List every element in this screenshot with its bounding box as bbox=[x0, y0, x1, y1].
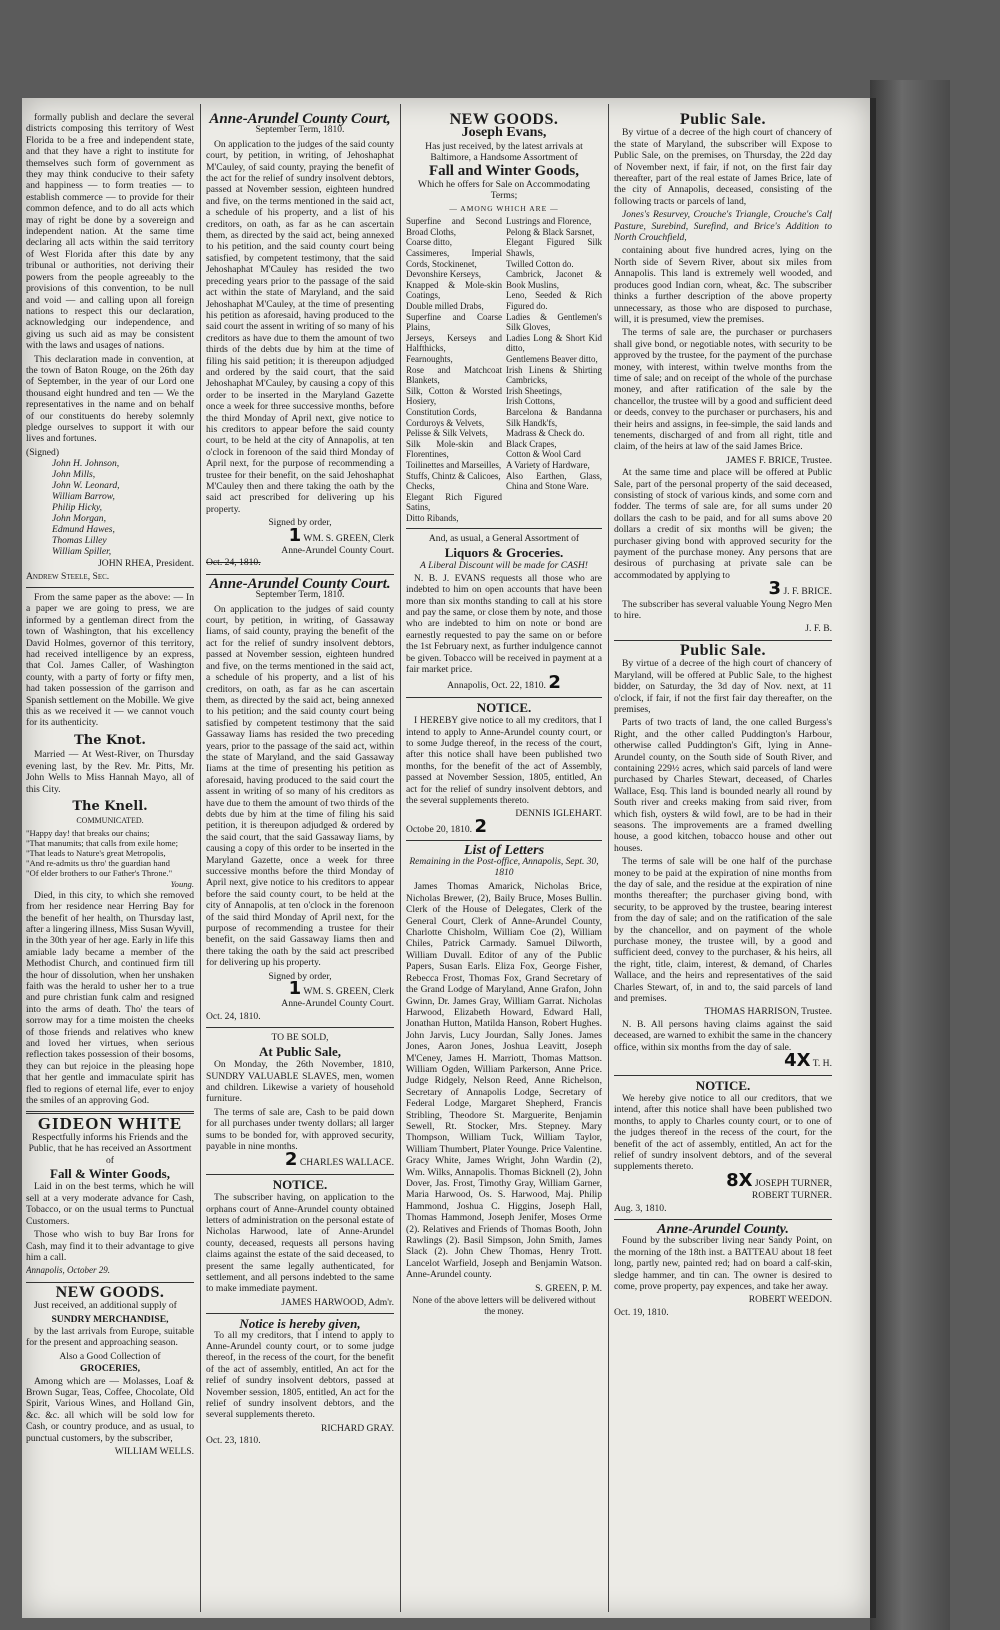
clerk-sig-2 bbox=[206, 978, 394, 1000]
divider bbox=[206, 1313, 394, 1314]
column-3 bbox=[406, 112, 602, 1608]
sale-sig-name: CHARLES WALLACE. bbox=[299, 1157, 394, 1169]
court-term: September Term, 1810. bbox=[255, 125, 345, 136]
public-sale-heading-2: Public Sale. bbox=[679, 641, 766, 659]
ink-mark: 2 bbox=[474, 815, 488, 837]
clerk-name: WM. S. GREEN, Clerk bbox=[303, 986, 394, 998]
goods-item: Rose and Matchcoat Blankets, bbox=[406, 364, 502, 386]
goods-item: Elegant Rich Figured Satins, bbox=[406, 491, 502, 513]
ink-mark: 3 bbox=[768, 578, 782, 600]
goods-item: Coarse ditto, bbox=[406, 237, 452, 248]
goods-item: Cambrick, Jaconet & Book Muslins, bbox=[506, 269, 602, 290]
wells-intro: Just received, an additional supply of bbox=[34, 1300, 177, 1312]
new-goods-heading: NEW GOODS. bbox=[55, 1283, 165, 1301]
clerk-sig bbox=[206, 524, 394, 546]
signer: John Mills, bbox=[52, 469, 96, 481]
poem-line: "Of elder brothers to our Father's Throne." bbox=[26, 867, 173, 878]
column-rule bbox=[400, 104, 401, 1612]
signer: William Barrow, bbox=[52, 491, 115, 503]
letters-note: None of the above letters will be delivered without the money. bbox=[412, 1295, 596, 1317]
goods-item: Twilled Cotton do. bbox=[506, 258, 574, 269]
evans-date bbox=[406, 672, 602, 694]
goods-item: Cassimeres, Imperial Cords, Stockinenet, bbox=[406, 248, 502, 269]
gideon-text: Laid in on the best terms, which he will sell at a very moderate advance for Cash, Tobacco, or on the usual terms to Punctual Customers. bbox=[26, 1181, 194, 1227]
brice-sig-name: J. F. BRICE. bbox=[783, 586, 832, 598]
news-item: From the same paper as the above: — In a paper we are going to press, we are informed by a gentleman direct from the town of Washington, that his excellency David Holmes, governor of this territory, had received intelligence by an express, that Col. James Caller, of Washington county, with a party of forty or fifty men, had taken possession of the garrison and Spanish settlement on the Mobille. We give this as we received it — we cannot vouch for its authenticity. bbox=[26, 592, 194, 729]
goods-item: Lustrings and Florence, bbox=[506, 216, 592, 227]
marriage-notice: Married — At West-River, on Thursday evening last, by the Rev. Mr. Pitts, Mr. John Wells to Miss Hannah Mayo, all of this City. bbox=[26, 749, 194, 795]
evans-intro-2: Which he offers for Sale on Accommodating Terms; bbox=[418, 179, 590, 202]
ink-mark: 8X bbox=[726, 1169, 753, 1191]
column-2 bbox=[206, 112, 394, 1608]
notice-heading: NOTICE. bbox=[272, 1176, 328, 1192]
gray-date: Oct. 23, 1810. bbox=[206, 1435, 261, 1447]
evans-nb: N. B. J. EVANS requests all those who are indebted to him on open accounts that have been more than six months standing to call at his store and pay the same, or close them by note, and those who are indebted to him on note or bond are earnestly requested to pay the same on or before the 1st February next, as further indulgence cannot be given. Tobacco will be received in payment at a fair market price. bbox=[406, 572, 602, 675]
sale-terms: The terms of sale are, the purchaser or purchasers shall give bond, or negotiable notes, with security to be approved by the trustee, for the payment of the purchase money, with interest, within twelve months from the time of sale; and on receipt of the whole of the purchase money, and after ratification of the sale by the chancellor, the trustee will by a good and sufficient deed or deeds, convey to the purchaser or purchasers, his and their heirs and assigns, in fee-simple, the said lands and tenements, discharged of and from all right, title and claim, of the heirs at law of the said James Brice. bbox=[614, 327, 832, 453]
gideon-goods: Fall & Winter Goods, bbox=[50, 1166, 170, 1182]
declaration-text: formally publish and declare the several districts composing this territory of West Florida to be a free and independent state, and that they have a right to institute for themselves such form of government as they may think conducive to their safety and happiness — to form treaties — to establish commerce — to provide for their common defence, and to do all acts which may of right be done by a sovereign and independent nation. At the same time declaring all acts within the said territory of West Florida after this date by any tribunal or authorities, not deriving their powers from the people agreeably to the provisions of this convention, to be null and void — and calling upon all foreign nations to respect this our declaration, acknowledging our independence, and giving us such aid as may be consistent with the laws and usages of nations. bbox=[26, 112, 194, 352]
hire-note: The subscriber has several valuable Young Negro Men to hire. bbox=[614, 598, 832, 622]
notice-date-text: Octobe 20, 1810. bbox=[406, 823, 473, 835]
goods-item: Also Earthen, Glass, China and Stone Ware. bbox=[506, 470, 602, 492]
declaration-text-2: This declaration made in convention, at the town of Baton Rouge, on the 26th day of September, in the year of our Lord one thousand eight hundred and ten — We the representatives in the name and on behalf of our constituents do hereby solemnly pledge ourselves to support it with our lives and fortunes. bbox=[26, 353, 194, 445]
merch-heading: SUNDRY MERCHANDISE, bbox=[51, 1313, 169, 1325]
obituary: Died, in this city, to which she removed from her residence near Herring Bay for the benefit of her health, on Thursday last, after a lingering illness, Miss Susan Wyvill, in the 30th year of her age. Early in life this amiable lady became a member of the Methodist Church, and continued firm till the hour of dissolution, when her unshaken faith was the herald to usher her to a true and pure christian funk calm and resigned into the arms of death. Tho' the tears of sorrow may for a time moisten the cheeks of those friends and relatives who knew and loved her virtues, when serious reflection takes possession of their bosoms, they can but rejoice in the pleasing hope that her gentle and immaculate spirit has fled to regions of eternal life, ever to enjoy the smiles of an approving God. bbox=[26, 889, 194, 1107]
sale-terms: The terms of sale are, Cash to be paid down for all purchases under twenty dollars; all larger sums to be bonded for, with approved security, payable in nine months. bbox=[206, 1106, 394, 1152]
signer: Thomas Lilley bbox=[52, 535, 107, 547]
goods-item: Elegant Figured Silk Shawls, bbox=[506, 237, 602, 259]
goods-item: Corduroys & Velvets, bbox=[406, 417, 485, 428]
harrison-sig: THOMAS HARRISON, Trustee. bbox=[704, 1006, 832, 1018]
gideon-date: Annapolis, October 29. bbox=[26, 1265, 110, 1276]
goods-item: A Variety of Hardware, bbox=[506, 459, 590, 470]
goods-item: Madrass & Check do. bbox=[506, 428, 585, 439]
goods-list-right bbox=[506, 216, 602, 523]
harwood-sig: JAMES HARWOOD, Adm'r. bbox=[281, 1296, 394, 1308]
divider bbox=[406, 697, 602, 698]
sale-text-2: containing about five hundred acres, lying on the North side of Severn River, about six miles from Annapolis. This land is extremely well wooded, and produces good Indian corn, wheat, &c. The subscriber thinks a further description of the above property unnecessary, as those who are disposed to purchase, will, it is presumed, view the premises. bbox=[614, 245, 832, 325]
discount-note: A Liberal Discount will be made for CASH! bbox=[420, 560, 588, 572]
gideon-intro: Respectfully informs his Friends and the Public, that he has received an Assortment of bbox=[28, 1131, 192, 1166]
initials-text: T. H. bbox=[812, 1058, 832, 1070]
goods-item: Toilinettes and Marseilles, bbox=[406, 459, 502, 470]
divider bbox=[614, 1075, 832, 1076]
public-sale-heading: Public Sale. bbox=[679, 112, 766, 128]
goods-item: Irish Cottons, bbox=[506, 396, 556, 407]
goods-item: Cotton & Wool Card bbox=[506, 449, 581, 460]
clerk-court: Anne-Arundel County Court. bbox=[281, 545, 394, 557]
goods-item: Barcelona & Bandanna Silk Handk'fs, bbox=[506, 406, 602, 428]
goods-list-left bbox=[406, 216, 502, 523]
divider bbox=[206, 1174, 394, 1175]
turner-date: Aug. 3, 1810. bbox=[614, 1202, 667, 1214]
sale-pre-heading: TO BE SOLD, bbox=[271, 1032, 329, 1044]
poem-author: Young. bbox=[170, 878, 194, 889]
letters-heading: List of Letters bbox=[463, 843, 545, 859]
goods-item: Ladies Long & Short Kid ditto, bbox=[506, 332, 602, 354]
goods-item: Silk Mole-skin and Florentines, bbox=[406, 438, 502, 460]
goods-item: Double milled Drabs, bbox=[406, 301, 484, 311]
column-rule bbox=[608, 104, 609, 1612]
clerk-name: WM. S. GREEN, Clerk bbox=[303, 532, 394, 544]
divider bbox=[406, 840, 602, 841]
brice-initials: J. F. B. bbox=[805, 623, 832, 635]
fall-winter-goods: Fall and Winter Goods, bbox=[428, 162, 580, 179]
signer: Edmund Hawes, bbox=[52, 524, 115, 536]
notice-text-2: To all my creditors, that I intend to apply to Anne-Arundel county court, or to some judge thereof, in the recess of the court, for the benefit of the act of assembly, entitled, An act for the relief of sundry insolvent debtors, passed at November session, 1805, entitled, An act for the relief of sundry insolvent debtors, and the several supplements thereto. bbox=[206, 1329, 394, 1421]
weedon-date: Oct. 19, 1810. bbox=[614, 1306, 669, 1318]
groceries-heading: GROCERIES, bbox=[80, 1363, 140, 1375]
iglehart-sig: DENNIS IGLEHART. bbox=[515, 808, 602, 820]
postmaster-sig: S. GREEN, P. M. bbox=[535, 1282, 602, 1294]
page-binding-edge bbox=[870, 80, 950, 1630]
knell-heading: The Knell. bbox=[72, 798, 148, 814]
turner-sig bbox=[614, 1169, 832, 1191]
secretary-sig: Andrew Steele, Sec. bbox=[26, 570, 110, 582]
goods-item: Ladies & Gentlemen's Silk Gloves, bbox=[506, 311, 602, 333]
merchant-name: Joseph Evans, bbox=[461, 125, 547, 141]
goods-item: Irish Linens & Shirting Cambricks, bbox=[506, 364, 602, 386]
signer: William Spiller, bbox=[52, 546, 112, 558]
liquors-heading: Liquors & Groceries. bbox=[444, 544, 564, 560]
evans-intro: Has just received, by the latest arrivals at Baltimore, a Handsome Assortment of bbox=[425, 140, 583, 164]
goods-item: Constitution Cords, bbox=[406, 406, 477, 417]
divider bbox=[206, 574, 394, 575]
ink-mark: 1 bbox=[288, 524, 302, 546]
turner-sig-1: JOSEPH TURNER, bbox=[754, 1177, 832, 1189]
gideon-text-2: Those who wish to buy Bar Irons for Cash, may find it to their advantage to give him a call. bbox=[26, 1229, 194, 1263]
divider bbox=[26, 587, 194, 588]
sale2-terms: The terms of sale will be one half of the purchase money to be paid at the expiration of nine months from the day of sale, and the residue at the expiration of nine months thereafter; the purchaser giving bond, with security, to be approved by the trustee, bearing interest from the day of sale; and on the ratification of the sale by the chancellor, and on payment of the whole purchase money, the trustee will, by a good and sufficient deed, convey to the purchaser, & his heirs, all the right, title, claim, interest, & demand, of Charles Wallace, and the heirs and representatives of the said Charles Stewart, of, in and to, the said parcels of land and premises. bbox=[614, 856, 832, 1005]
claims-note: N. B. All persons having claims against the said deceased, are warned to exhibit the same in the chancery office, within six months from the day of sale. bbox=[614, 1018, 832, 1053]
evans-date-text: Annapolis, Oct. 22, 1810. bbox=[447, 680, 546, 692]
goods-item: Stuffs, Chintz & Calicoes, bbox=[406, 470, 501, 481]
signers-list bbox=[26, 458, 194, 557]
goods-list bbox=[406, 216, 602, 523]
brice-sig: JAMES F. BRICE, Trustee. bbox=[726, 454, 832, 466]
divider bbox=[26, 1282, 194, 1283]
court-text-2: On application to the judges of said county court, by petition, in writing, of Gassaway Iiams, of said county, praying the benefit of the act for the relief of sundry insolvent debtors, passed at November session, eighteen hundred and five, on the terms mentioned in the said act, a schedule of his property, and a list of his creditors, on oath, as far as he can ascertain them, as directed by the said act, being annexed to his petition; and the said county court being satisfied by competent testimony that the said Gassaway Iiams has resided the two preceding years, prior to the passage of the said act, within the state of Maryland, and the said Gassaway Iiams at the time of presenting his petition as aforesaid, having produced to the said court the assent in writing of so many of his creditors as have due to them the amount of two thirds of the debts due by him at the time of filing his said petition, it is thereupon adjudged & ordered by the said court, that the said Gassaway Iiams, by causing a copy of this order to be inserted in the Maryland Gazette, once a week for three successive months before the third Monday of April next, give notice to his creditors to appear before the said county court, to be held at the city of Annapolis, at ten o'clock in the forenoon of the said third Monday of April next, for the purpose of recommending a trustee for their benefit, on the said Gassaway Iiams then and there taking the oath by the said act prescribed for delivering up his property. bbox=[206, 603, 394, 969]
sale-text: On Monday, the 26th November, 1810, SUNDRY VALUABLE SLAVES, men, women and children. Likewise a variety of household furniture. bbox=[206, 1059, 394, 1105]
court-date-2: Oct. 24, 1810. bbox=[206, 1010, 261, 1022]
goods-item: Black Crapes, bbox=[506, 438, 557, 449]
goods-item: Pelong & Black Sarsnet, bbox=[506, 226, 595, 237]
goods-item: Silk, Cotton & Worsted Hosiery, bbox=[406, 385, 502, 407]
wells-text-2: Among which are — Molasses, Loaf & Brown Sugar, Teas, Coffee, Chocolate, Old Spirit, Various Wines, and Holland Gin, &c. &c. all which will be sold low for Cash, or country produce, and as usual, to punctual customers, by the subscriber, bbox=[26, 1375, 194, 1444]
goods-item: Devonshire Kerseys, bbox=[406, 269, 481, 280]
goods-item: Knapped & Mole-skin Coatings, bbox=[406, 279, 502, 301]
poem-line: "Happy day! that breaks our chains; bbox=[26, 827, 150, 838]
wallace-sig bbox=[206, 1149, 394, 1171]
letters-list: James Thomas Amarick, Nicholas Brice, Nicholas Brewer, (2), Baily Bruce, Moses Bullin. Clerk of the House of Delegates, Clerk of the General Court, Clerk of Anne-Arundel County, Charlotte Chisholm, William Coe (2), William Chiles, Patrick Carmady. Samuel Dilworth, William Duvall. Editor of any of the Public Papers, Susan Earls. Eliza Fox, George Fisher, Rebecca Frost, Thomas Fox, Grand Secretary of the Grand Lodge of Maryland, Anne Grafon, John Gwinn, Dr. James Gray, William Garrat. Nicholas Harwood, Elizabeth Howard, Edward Hall, Jonathan Hutton, Matilda Hanson, Robert Hughes. John Jarvis, Lucy Jourdan, Sally Jones. James Jones, Aaron Jones, Joshua Leavitt, Joseph M'Ceney, James H. Marriott, Thomas Mattson. William Ogden, William Parkerson, Anne Price. Judge Ridgely, Nelson Reed, Anne Richelson, Secretary of Annapolis Lodge, Secretary of Federal Lodge, Margaret Shepherd, Francis Stribling, Theodore St. Marguerite, Benjamin Sewell, Rt. Stocker, Mrs. Stepney. Mary Thompson, William Tuck, William Taylor, William Thumbert, Plater Younge. Price Valentine. Gracy White, James Wright, John Wardin (2), Wm. Wilks, Annapolis. Thomas Bicknell (2), John Dover, Jas. Frost, Timothy Gray, William Garner, Maria Harwood, Os. S. Harwood, Maj. Philip Hammond, Joshua C. Higgins, Joseph Hall, Thomas Hammond, Joseph Jenifer, Moses Orme (2). Relatives and Friends of Thomas Booth, John Rawlings (2). Basil Simpson, John Smith, James Slack (2). John Chew Thomas, Henry Trott. Lancelot Warfield, Joseph and Benjamin Watson. Anne-Arundel county. bbox=[406, 881, 602, 1281]
poem-line: "That manumits; that calls from exile home; bbox=[26, 837, 178, 848]
signer: John Morgan, bbox=[52, 513, 107, 525]
clerk-court-2: Anne-Arundel County Court. bbox=[281, 998, 394, 1010]
notice-heading: NOTICE. bbox=[695, 1077, 751, 1093]
notice-text: I HEREBY give notice to all my creditors, that I intend to apply to Anne-Arundel county court, or to some Judge thereof, in the recess of the court, after this notice shall have been published two months, for the benefit of the act of Assembly, passed at November Session, 1805, entitled, An act for the relief of sundry insolvent debtors, and the several supplements thereto. bbox=[406, 715, 602, 806]
goods-item: Jerseys, Kerseys and Halfthicks, bbox=[406, 332, 502, 354]
court-heading: Anne-Arundel County Court, bbox=[209, 112, 391, 127]
signed-label: (Signed) bbox=[26, 446, 60, 458]
divider bbox=[206, 1027, 394, 1028]
column-1 bbox=[26, 112, 194, 1608]
among-label: — AMONG WHICH ARE — bbox=[449, 203, 559, 213]
goods-item: Checks, bbox=[406, 481, 435, 492]
signer: Philip Hicky, bbox=[52, 502, 103, 514]
ink-mark: 2 bbox=[284, 1149, 298, 1171]
ink-mark: 2 bbox=[548, 672, 561, 694]
poem-line: "That leads to Nature's great Metropolis, bbox=[26, 847, 166, 858]
and-usual: And, as usual, a General Assortment of bbox=[428, 533, 580, 545]
court-date: Oct. 24, 1810. bbox=[206, 557, 261, 569]
divider bbox=[614, 640, 832, 641]
knot-heading: The Knot. bbox=[74, 732, 146, 748]
divider bbox=[406, 528, 602, 529]
column-4 bbox=[614, 112, 832, 1608]
wells-sig: WILLIAM WELLS. bbox=[114, 1446, 194, 1457]
weedon-sig: ROBERT WEEDON. bbox=[748, 1294, 832, 1306]
gray-sig: RICHARD GRAY. bbox=[320, 1422, 394, 1434]
court-text: On application to the judges of the said county court, by petition, in writing, of Jehoshaphat M'Cauley, of said county, praying the benefit of the act for the relief of sundry insolvent debtors, passed at November session, eighteen hundred and five, on the terms mentioned in the said act, a schedule of his property, and a list of his creditors, on oath, as far as he can ascertain them, as directed by the said act, being annexed to his petition, and the said county court being satisfied, by competent testimony, that the said Jehoshaphat M'Cauley has resided the two preceding years prior to the passage of the said act within the state of Maryland, and the said Jehoshaphat M'Cauley, at the time of presenting his petition as aforesaid, having produced to the said court the assent in writing of so many of his creditors as have due to them the amount of two thirds of the debts due by him at the time of filing his said petition; it is thereupon adjudged and ordered by the said court, that the said Jehoshaphat M'Cauley, by causing a copy of this order to be inserted in the Maryland Gazette once a week for three successive months, before the third Monday of April next, give notice to his creditors to appear before the said county court, to be held at the city of Annapolis, at ten o'clock in forenoon of the said third Monday of April next, for the purpose of recommending a trustee for their benefit, on the said Jehoshaphat M'Cauley then and there taking the oath by the said act prescribed for delivering up his property. bbox=[206, 138, 394, 515]
goods-item: Ditto Ribands, bbox=[406, 512, 459, 523]
signed-label: Signed by order, bbox=[268, 517, 332, 529]
goods-item: Fearnoughts, bbox=[406, 353, 453, 364]
notice-heading-2: Notice is hereby given, bbox=[239, 1316, 361, 1332]
president-sig: JOHN RHEA, President. bbox=[98, 558, 194, 570]
notice-text: We hereby give notice to all our creditors, that we intend, after this notice shall have been published two months, to apply to Charles county court, or to one of the judges thereof in the recess of the court, for the benefit of the act of assembly, entitled, An act for the relief of sundry insolvent debtors, and of the several supplements thereto. bbox=[614, 1092, 832, 1173]
notice-text: The subscriber having, on application to the orphans court of Anne-Arundel county obtained letters of administration on the personal estate of Nicholas Harwood, late of Anne-Arundel county, deceased, requests all persons having claims against the estate of the said deceased, to present the same legally authenticated, for settlement, and all persons indebted to the same to make immediate payment. bbox=[206, 1192, 394, 1295]
column-rule bbox=[200, 104, 201, 1612]
ink-mark: 4X bbox=[784, 1050, 811, 1072]
sale-text-3: At the same time and place will be offered at Public Sale, part of the personal property of the said deceased, consisting of stock of various kinds, and some corn and fodder. The terms of sale are, for all sums under 20 dollars the cash to be paid, and for all sums above 20 dollars a credit of six months will be given; the purchaser giving bond with approved security for the payment of the purchase money. Any persons that are desirous of purchasing at private sale can be accommodated by applying to bbox=[614, 467, 832, 581]
signed-label: Signed by order, bbox=[268, 970, 332, 982]
divider bbox=[614, 1219, 832, 1220]
harrison-initials bbox=[614, 1050, 832, 1072]
sale-heading: At Public Sale, bbox=[259, 1043, 341, 1059]
goods-item: Pelisse & Silk Velvets, bbox=[406, 428, 488, 439]
signer: John H. Johnson, bbox=[52, 458, 120, 470]
poem-line: "And re-admits us thro' the guardian hand bbox=[26, 857, 170, 868]
also-label: Also a Good Collection of bbox=[59, 1350, 161, 1362]
wells-text: by the last arrivals from Europe, suitable for the present and approaching season. bbox=[26, 1325, 194, 1349]
court-heading-2: Anne-Arundel County Court. bbox=[209, 575, 391, 592]
ink-mark: 1 bbox=[288, 978, 302, 1000]
sale2-tracts: Parts of two tracts of land, the one called Burgess's Right, and the other called Puddington's Harbour, otherwise called Puddington's Gift, lying in Anne-Arundel county, on the South side of South River, and containing 229½ acres, which said parcels of land were purchased by Charles Stewart, deceased, of Charles Wallace, Esq. This land is bounded nearly all round by South river and creeks making from said river, from which fish, oysters & wild fowl, are to be had in their seasons. The improvements are a framed dwelling house, a good kitchen, tobacco house and other out houses. bbox=[614, 717, 832, 854]
communicated-label: COMMUNICATED. bbox=[76, 816, 144, 826]
newspaper-page bbox=[22, 98, 876, 1618]
county-heading: Anne-Arundel County. bbox=[657, 1221, 789, 1237]
iglehart-date bbox=[406, 815, 602, 837]
gideon-heading: GIDEON WHITE bbox=[37, 1114, 183, 1134]
goods-item: Gentlemens Beaver ditto, bbox=[506, 353, 598, 364]
goods-item: Superfine and Second Broad Cloths, bbox=[406, 216, 502, 237]
goods-item: Leno, Seeded & Rich Figured do. bbox=[506, 290, 602, 311]
tract-names: Jones's Resurvey, Crouche's Triangle, Crouche's Calf Pasture, Surebind, Surefind, and Brice's Addition to North Crouchfield, bbox=[614, 209, 832, 244]
brice-sig-2 bbox=[614, 578, 832, 600]
goods-item: Irish Sheetings, bbox=[506, 385, 562, 396]
notice-heading: NOTICE. bbox=[476, 699, 532, 715]
turner-sig-2: ROBERT TURNER. bbox=[751, 1190, 832, 1202]
letters-subheading: Remaining in the Post-office, Annapolis, Sept. 30, 1810 bbox=[409, 856, 599, 879]
poem bbox=[26, 828, 194, 889]
new-goods-heading: NEW GOODS. bbox=[449, 112, 559, 128]
goods-item: Superfine and Coarse Plains, bbox=[406, 311, 502, 333]
sale-text: By virtue of a decree of the high court of chancery of the state of Maryland, the subscriber will Expose to Public Sale, on the premises, on Thursday, the 22d day of November next, if fair, if not, on the first fair day thereafter, part of the real estate of James Brice, late of the city of Annapolis, deceased, consisting of the following tracts or parcels of land, bbox=[614, 127, 832, 207]
sale2-text: By virtue of a decree of the high court of chancery of Maryland, will be offered at Public Sale, to the highest bidder, on Saturday, the 3d day of Nov. next, at 11 o'clock, if fair, if not the first fair day thereafter, on the premises, bbox=[614, 658, 832, 715]
found-notice: Found by the subscriber living near Sandy Point, on the morning of the 18th inst. a BATTEAU about 18 feet long, partly new, painted red; had on board a calf-skin, sledge hammer, and tin can. The owner is desired to come, prove property, pay expences, and take her away. bbox=[614, 1235, 832, 1292]
court-term-2: September Term, 1810. bbox=[255, 590, 345, 601]
signer: John W. Leonard, bbox=[52, 480, 120, 492]
